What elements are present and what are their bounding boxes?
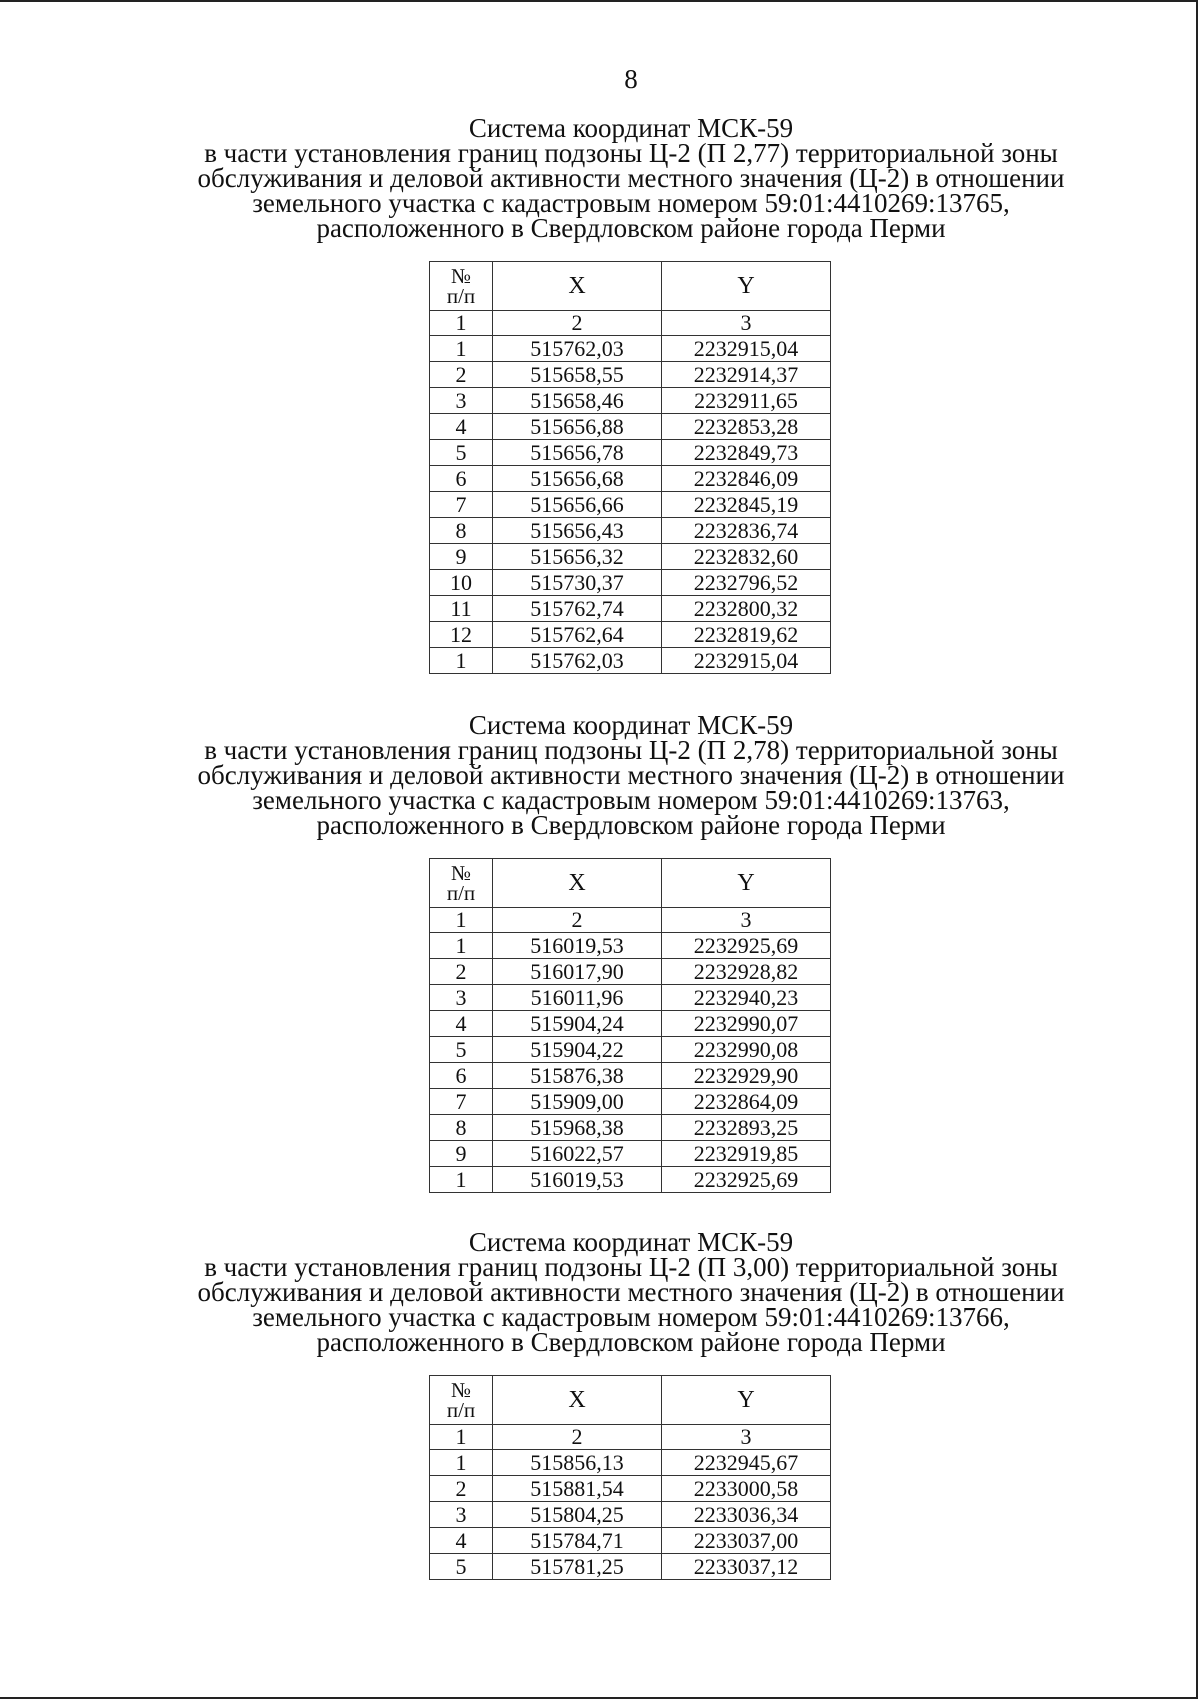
y-coordinate-cell: 2233037,00 xyxy=(662,1528,831,1554)
coordinates-table xyxy=(429,858,831,1193)
y-coordinate-cell: 2233000,58 xyxy=(662,1476,831,1502)
column-index-cell: 2 xyxy=(493,908,662,933)
column-header-y: Y xyxy=(662,1376,831,1425)
heading-line: Система координат МСК-59 xyxy=(468,710,794,740)
x-coordinate-cell: 516011,96 xyxy=(493,985,662,1011)
x-coordinate-cell: 515781,25 xyxy=(493,1554,662,1580)
table-row xyxy=(430,362,831,388)
column-index-cell: 3 xyxy=(662,1425,831,1450)
table-row xyxy=(430,959,831,985)
heading-line: в части установления границ подзоны Ц-2 (П 2,77) территориальной зоны xyxy=(204,138,1058,168)
y-coordinate-cell: 2232911,65 xyxy=(662,388,831,414)
x-coordinate-cell: 515656,68 xyxy=(493,466,662,492)
table-row xyxy=(430,544,831,570)
y-coordinate-cell: 2232914,37 xyxy=(662,362,831,388)
table-row xyxy=(430,985,831,1011)
y-coordinate-cell: 2232915,04 xyxy=(662,336,831,362)
column-header-number xyxy=(430,262,493,311)
column-header-number-sign: № xyxy=(450,1378,472,1402)
column-header-number xyxy=(430,859,493,908)
heading-line: обслуживания и деловой активности местного значения (Ц-2) в отношении xyxy=(197,163,1065,193)
table-row xyxy=(430,1476,831,1502)
table-row xyxy=(430,1167,831,1193)
point-number-cell: 5 xyxy=(430,1554,493,1580)
column-header-number-sign: № xyxy=(450,861,472,885)
page-number: 8 xyxy=(624,64,638,94)
section-heading xyxy=(0,1227,1200,1357)
x-coordinate-cell: 515909,00 xyxy=(493,1089,662,1115)
column-header-y: Y xyxy=(662,859,831,908)
x-coordinate-cell: 515881,54 xyxy=(493,1476,662,1502)
x-coordinate-cell: 515784,71 xyxy=(493,1528,662,1554)
table-header-row xyxy=(430,859,831,908)
x-coordinate-cell: 515658,46 xyxy=(493,388,662,414)
point-number-cell: 1 xyxy=(430,648,493,674)
column-header-number-abbr: п/п xyxy=(446,1398,476,1422)
table-row xyxy=(430,466,831,492)
heading-line: расположенного в Свердловском районе города Перми xyxy=(316,213,946,243)
x-coordinate-cell: 515658,55 xyxy=(493,362,662,388)
table-row xyxy=(430,1063,831,1089)
heading-line: обслуживания и деловой активности местного значения (Ц-2) в отношении xyxy=(197,1277,1065,1307)
column-header-x: X xyxy=(493,859,662,908)
heading-line: расположенного в Свердловском районе города Перми xyxy=(316,1327,946,1357)
x-coordinate-cell: 516017,90 xyxy=(493,959,662,985)
point-number-cell: 1 xyxy=(430,1167,493,1193)
column-index-row xyxy=(430,311,831,336)
y-coordinate-cell: 2233037,12 xyxy=(662,1554,831,1580)
point-number-cell: 7 xyxy=(430,1089,493,1115)
table-row xyxy=(430,622,831,648)
column-header-x: X xyxy=(493,262,662,311)
x-coordinate-cell: 515856,13 xyxy=(493,1450,662,1476)
x-coordinate-cell: 515876,38 xyxy=(493,1063,662,1089)
table-row xyxy=(430,518,831,544)
x-coordinate-cell: 515762,64 xyxy=(493,622,662,648)
column-header-x: X xyxy=(493,1376,662,1425)
column-index-cell: 1 xyxy=(430,908,493,933)
table-row xyxy=(430,414,831,440)
y-coordinate-cell: 2232796,52 xyxy=(662,570,831,596)
y-coordinate-cell: 2232849,73 xyxy=(662,440,831,466)
point-number-cell: 3 xyxy=(430,388,493,414)
column-index-cell: 1 xyxy=(430,311,493,336)
table-row xyxy=(430,440,831,466)
y-coordinate-cell: 2232819,62 xyxy=(662,622,831,648)
table-row xyxy=(430,1554,831,1580)
y-coordinate-cell: 2232928,82 xyxy=(662,959,831,985)
table-row xyxy=(430,570,831,596)
point-number-cell: 6 xyxy=(430,466,493,492)
coordinate-section-1 xyxy=(0,113,1200,674)
x-coordinate-cell: 515656,66 xyxy=(493,492,662,518)
x-coordinate-cell: 515656,43 xyxy=(493,518,662,544)
column-index-row xyxy=(430,1425,831,1450)
heading-line: в части установления границ подзоны Ц-2 (П 2,78) территориальной зоны xyxy=(204,735,1058,765)
table-row xyxy=(430,1450,831,1476)
x-coordinate-cell: 515762,03 xyxy=(493,648,662,674)
point-number-cell: 8 xyxy=(430,1115,493,1141)
table-row xyxy=(430,1115,831,1141)
x-coordinate-cell: 515730,37 xyxy=(493,570,662,596)
table-row xyxy=(430,596,831,622)
y-coordinate-cell: 2232864,09 xyxy=(662,1089,831,1115)
point-number-cell: 2 xyxy=(430,362,493,388)
x-coordinate-cell: 515904,22 xyxy=(493,1037,662,1063)
point-number-cell: 1 xyxy=(430,336,493,362)
point-number-cell: 7 xyxy=(430,492,493,518)
y-coordinate-cell: 2232929,90 xyxy=(662,1063,831,1089)
coordinate-section-3 xyxy=(0,1227,1200,1580)
y-coordinate-cell: 2232919,85 xyxy=(662,1141,831,1167)
table-row xyxy=(430,648,831,674)
heading-line: Система координат МСК-59 xyxy=(468,113,794,143)
y-coordinate-cell: 2233036,34 xyxy=(662,1502,831,1528)
y-coordinate-cell: 2232846,09 xyxy=(662,466,831,492)
y-coordinate-cell: 2232990,08 xyxy=(662,1037,831,1063)
point-number-cell: 6 xyxy=(430,1063,493,1089)
section-heading xyxy=(0,113,1200,243)
x-coordinate-cell: 515968,38 xyxy=(493,1115,662,1141)
y-coordinate-cell: 2232990,07 xyxy=(662,1011,831,1037)
x-coordinate-cell: 515904,24 xyxy=(493,1011,662,1037)
table-row xyxy=(430,1528,831,1554)
column-index-row xyxy=(430,908,831,933)
column-header-number-sign: № xyxy=(450,264,472,288)
table-row xyxy=(430,933,831,959)
heading-line: в части установления границ подзоны Ц-2 (П 3,00) территориальной зоны xyxy=(204,1252,1058,1282)
coordinates-table xyxy=(429,261,831,674)
point-number-cell: 10 xyxy=(430,570,493,596)
table-row xyxy=(430,1089,831,1115)
table-body xyxy=(430,933,831,1193)
column-index-cell: 3 xyxy=(662,311,831,336)
point-number-cell: 3 xyxy=(430,1502,493,1528)
x-coordinate-cell: 516019,53 xyxy=(493,933,662,959)
x-coordinate-cell: 515656,32 xyxy=(493,544,662,570)
table-row xyxy=(430,1011,831,1037)
point-number-cell: 3 xyxy=(430,985,493,1011)
point-number-cell: 8 xyxy=(430,518,493,544)
point-number-cell: 4 xyxy=(430,414,493,440)
point-number-cell: 4 xyxy=(430,1011,493,1037)
column-header-number-abbr: п/п xyxy=(446,284,476,308)
y-coordinate-cell: 2232832,60 xyxy=(662,544,831,570)
x-coordinate-cell: 515804,25 xyxy=(493,1502,662,1528)
table-row xyxy=(430,1502,831,1528)
y-coordinate-cell: 2232800,32 xyxy=(662,596,831,622)
x-coordinate-cell: 516019,53 xyxy=(493,1167,662,1193)
y-coordinate-cell: 2232915,04 xyxy=(662,648,831,674)
column-index-cell: 2 xyxy=(493,1425,662,1450)
point-number-cell: 1 xyxy=(430,933,493,959)
x-coordinate-cell: 515762,03 xyxy=(493,336,662,362)
table-header-row xyxy=(430,1376,831,1425)
point-number-cell: 9 xyxy=(430,544,493,570)
column-index-cell: 2 xyxy=(493,311,662,336)
x-coordinate-cell: 515762,74 xyxy=(493,596,662,622)
point-number-cell: 11 xyxy=(430,596,493,622)
point-number-cell: 12 xyxy=(430,622,493,648)
point-number-cell: 9 xyxy=(430,1141,493,1167)
point-number-cell: 2 xyxy=(430,959,493,985)
y-coordinate-cell: 2232853,28 xyxy=(662,414,831,440)
y-coordinate-cell: 2232893,25 xyxy=(662,1115,831,1141)
column-index-cell: 3 xyxy=(662,908,831,933)
table-row xyxy=(430,492,831,518)
coordinate-section-2 xyxy=(0,710,1200,1193)
column-index-cell: 1 xyxy=(430,1425,493,1450)
y-coordinate-cell: 2232836,74 xyxy=(662,518,831,544)
column-header-number-abbr: п/п xyxy=(446,881,476,905)
y-coordinate-cell: 2232940,23 xyxy=(662,985,831,1011)
coordinates-table xyxy=(429,1375,831,1580)
x-coordinate-cell: 515656,78 xyxy=(493,440,662,466)
table-row xyxy=(430,388,831,414)
y-coordinate-cell: 2232925,69 xyxy=(662,933,831,959)
heading-line: земельного участка с кадастровым номером 59:01:4410269:13766, xyxy=(252,1302,1010,1332)
point-number-cell: 2 xyxy=(430,1476,493,1502)
y-coordinate-cell: 2232845,19 xyxy=(662,492,831,518)
table-body xyxy=(430,336,831,674)
section-heading xyxy=(0,710,1200,840)
y-coordinate-cell: 2232925,69 xyxy=(662,1167,831,1193)
heading-line: Система координат МСК-59 xyxy=(468,1227,794,1257)
table-row xyxy=(430,1037,831,1063)
point-number-cell: 5 xyxy=(430,1037,493,1063)
heading-line: расположенного в Свердловском районе города Перми xyxy=(316,810,946,840)
table-row xyxy=(430,1141,831,1167)
point-number-cell: 1 xyxy=(430,1450,493,1476)
point-number-cell: 4 xyxy=(430,1528,493,1554)
point-number-cell: 5 xyxy=(430,440,493,466)
column-header-number xyxy=(430,1376,493,1425)
column-header-y: Y xyxy=(662,262,831,311)
table-row xyxy=(430,336,831,362)
heading-line: обслуживания и деловой активности местного значения (Ц-2) в отношении xyxy=(197,760,1065,790)
x-coordinate-cell: 515656,88 xyxy=(493,414,662,440)
table-header-row xyxy=(430,262,831,311)
y-coordinate-cell: 2232945,67 xyxy=(662,1450,831,1476)
heading-line: земельного участка с кадастровым номером 59:01:4410269:13763, xyxy=(252,785,1010,815)
heading-line: земельного участка с кадастровым номером 59:01:4410269:13765, xyxy=(252,188,1010,218)
table-body xyxy=(430,1450,831,1580)
x-coordinate-cell: 516022,57 xyxy=(493,1141,662,1167)
